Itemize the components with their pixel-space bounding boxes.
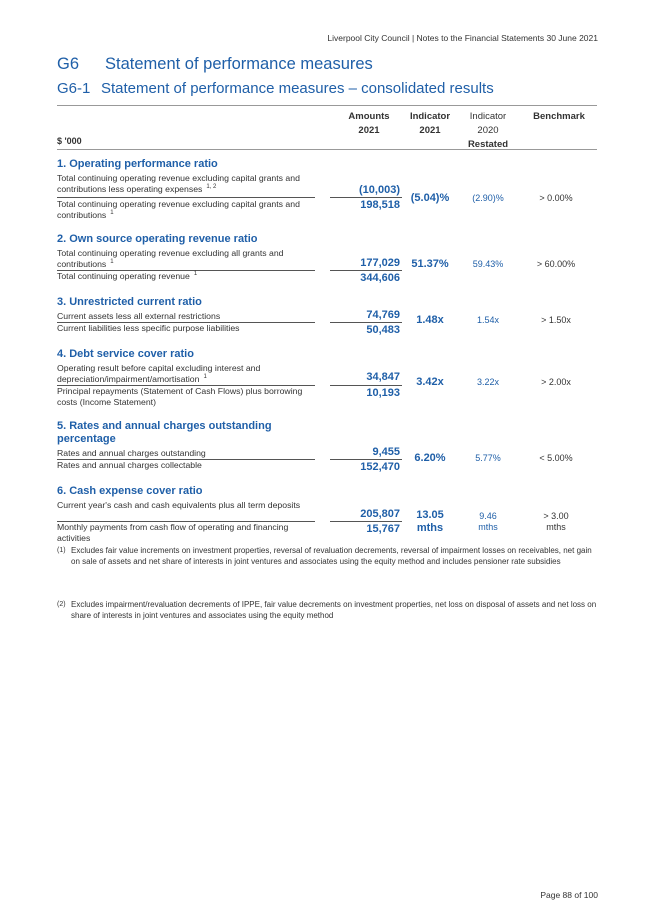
measure-title: 2. Own source operating revenue ratio: [57, 233, 258, 245]
benchmark: > 60.00%: [536, 259, 576, 269]
numerator-desc: [57, 248, 315, 270]
footnote-ref: 1: [110, 210, 114, 217]
subsection-heading: [57, 80, 494, 97]
header-bottom-rule: [57, 149, 597, 150]
measure-title: 1. Operating performance ratio: [57, 158, 218, 170]
benchmark: > 1.50x: [541, 315, 571, 325]
denominator-text: Total continuing operating revenue: [57, 271, 190, 281]
numerator-amount: 34,847: [366, 371, 400, 383]
numerator-desc: [57, 363, 315, 385]
benchmark-unit: mths: [546, 522, 566, 532]
denominator-amount: 152,470: [360, 461, 400, 473]
subsection-title: Statement of performance measures – consolidated results: [101, 80, 494, 97]
col-prior: [460, 110, 516, 152]
denominator-amount: 50,483: [366, 324, 400, 336]
col-indicator: [402, 110, 458, 138]
numerator-desc: [57, 173, 315, 195]
denominator-desc: [57, 323, 315, 334]
indicator-2020: 1.54x: [476, 315, 500, 325]
indicator-unit: mths: [416, 522, 444, 534]
footnote-ref: 1: [193, 271, 198, 278]
footnote-2: [57, 600, 597, 621]
measure-title: 6. Cash expense cover ratio: [57, 485, 203, 497]
page-number: Page 88 of 100: [540, 890, 598, 900]
col-prior-year: 2020: [477, 125, 499, 136]
denominator-amount: 198,518: [360, 199, 400, 211]
section-number: G6: [57, 55, 80, 73]
amount-fraction-line: [330, 270, 402, 271]
col-indicator-label: Indicator: [409, 111, 451, 122]
col-benchmark: [524, 110, 594, 124]
denominator-text: Total continuing operating revenue excluding capital grants and contributions: [57, 199, 300, 220]
footnote-text: Excludes fair value increments on investment properties, reversal of revaluation decrements, reversal of impairment losses on receivables, net gain on sale of assets and net share of interests in joint ventures and associates using the equity method and includes pensioner rate subsidies: [71, 546, 592, 566]
col-amounts-label: Amounts: [348, 111, 390, 122]
denominator-text: Current liabilities less specific purpose liabilities: [57, 323, 240, 333]
denominator-desc: [57, 271, 315, 282]
col-amounts: [338, 110, 400, 138]
indicator-2020: 59.43%: [472, 259, 504, 269]
footnote-mark: (2): [57, 601, 66, 608]
page-header: Liverpool City Council | Notes to the Financial Statements 30 June 2021: [327, 33, 598, 43]
subsection-number: G6-1: [57, 80, 91, 97]
denominator-amount: 10,193: [366, 387, 400, 399]
section-title: Statement of performance measures: [105, 55, 373, 73]
denominator-text: Principal repayments (Statement of Cash Flows) plus borrowing costs (Income Statement): [57, 386, 303, 407]
footnote-ref: 1, 2: [206, 184, 217, 191]
denominator-text: Rates and annual charges collectable: [57, 460, 202, 470]
fraction-line: [57, 197, 315, 198]
indicator-2020: 3.22x: [476, 377, 500, 387]
footnote-text: Excludes impairment/revaluation decrements of IPPE, fair value decrements on investment properties, net loss on disposal of assets and net loss on share of interests in joint ventures and associates using the equity method: [71, 600, 597, 620]
prior-unit: mths: [478, 522, 498, 532]
amount-fraction-line: [330, 322, 402, 323]
col-benchmark-label: Benchmark: [533, 111, 585, 122]
indicator-2021: [402, 509, 458, 535]
denominator-amount: 15,767: [366, 523, 400, 535]
benchmark: > 0.00%: [539, 193, 573, 203]
amount-fraction-line: [330, 385, 402, 386]
table-top-rule: [57, 105, 597, 106]
numerator-text: Total continuing operating revenue excluding all grants and contributions: [57, 248, 284, 269]
numerator-desc: [57, 500, 315, 511]
indicator-2021: 3.42x: [416, 376, 444, 388]
numerator-text: Operating result before capital excluding interest and depreciation/impairment/amortisation: [57, 363, 261, 384]
numerator-amount: 205,807: [360, 508, 400, 520]
unit-label: $ '000: [57, 136, 82, 146]
measure-title: 4. Debt service cover ratio: [57, 348, 194, 360]
indicator-2020: [460, 511, 516, 533]
indicator-2021: 51.37%: [411, 258, 449, 270]
indicator-2021: (5.04)%: [410, 192, 450, 204]
col-prior-label: Indicator: [469, 111, 507, 122]
numerator-text: Current assets less all external restrictions: [57, 311, 221, 321]
prior-value: 9.46: [479, 511, 497, 521]
denominator-desc: [57, 522, 315, 544]
indicator-2021: 1.48x: [416, 314, 444, 326]
indicator-2020: (2.90)%: [472, 193, 504, 203]
col-amounts-year: 2021: [358, 125, 380, 136]
benchmark-value: > 3.00: [543, 511, 569, 521]
section-heading: [57, 55, 373, 74]
amount-fraction-line: [330, 459, 402, 460]
benchmark: < 5.00%: [539, 453, 573, 463]
amount-fraction-line: [330, 521, 402, 522]
benchmark: > 2.00x: [541, 377, 571, 387]
col-prior-note: Restated: [467, 139, 509, 150]
indicator-value: 13.05: [416, 509, 444, 521]
denominator-desc: [57, 199, 315, 221]
footnote-mark: (1): [57, 547, 66, 554]
indicator-2021: 6.20%: [414, 452, 446, 464]
footnote-ref: 1: [203, 374, 207, 381]
numerator-text: Rates and annual charges outstanding: [57, 448, 206, 458]
denominator-amount: 344,606: [360, 272, 400, 284]
denominator-desc: [57, 460, 315, 471]
benchmark: [520, 511, 592, 533]
col-indicator-year: 2021: [419, 125, 441, 136]
numerator-desc: [57, 311, 315, 322]
numerator-amount: (10,003): [359, 184, 400, 196]
indicator-2020: 5.77%: [475, 453, 501, 463]
denominator-desc: [57, 386, 315, 408]
numerator-desc: [57, 448, 315, 459]
amount-fraction-line: [330, 197, 402, 198]
numerator-amount: 74,769: [366, 309, 400, 321]
numerator-text: Total continuing operating revenue excluding capital grants and contributions less operating expenses: [57, 173, 300, 194]
footnote-1: [57, 546, 597, 567]
footnote-ref: 1: [110, 259, 114, 266]
numerator-amount: 9,455: [372, 446, 400, 458]
measure-title: 5. Rates and annual charges outstanding percentage: [57, 420, 272, 445]
measure-title: 3. Unrestricted current ratio: [57, 296, 202, 308]
numerator-amount: 177,029: [360, 257, 400, 269]
denominator-text: Monthly payments from cash flow of operating and financing activities: [57, 522, 289, 543]
numerator-text: Current year's cash and cash equivalents plus all term deposits: [57, 500, 301, 510]
